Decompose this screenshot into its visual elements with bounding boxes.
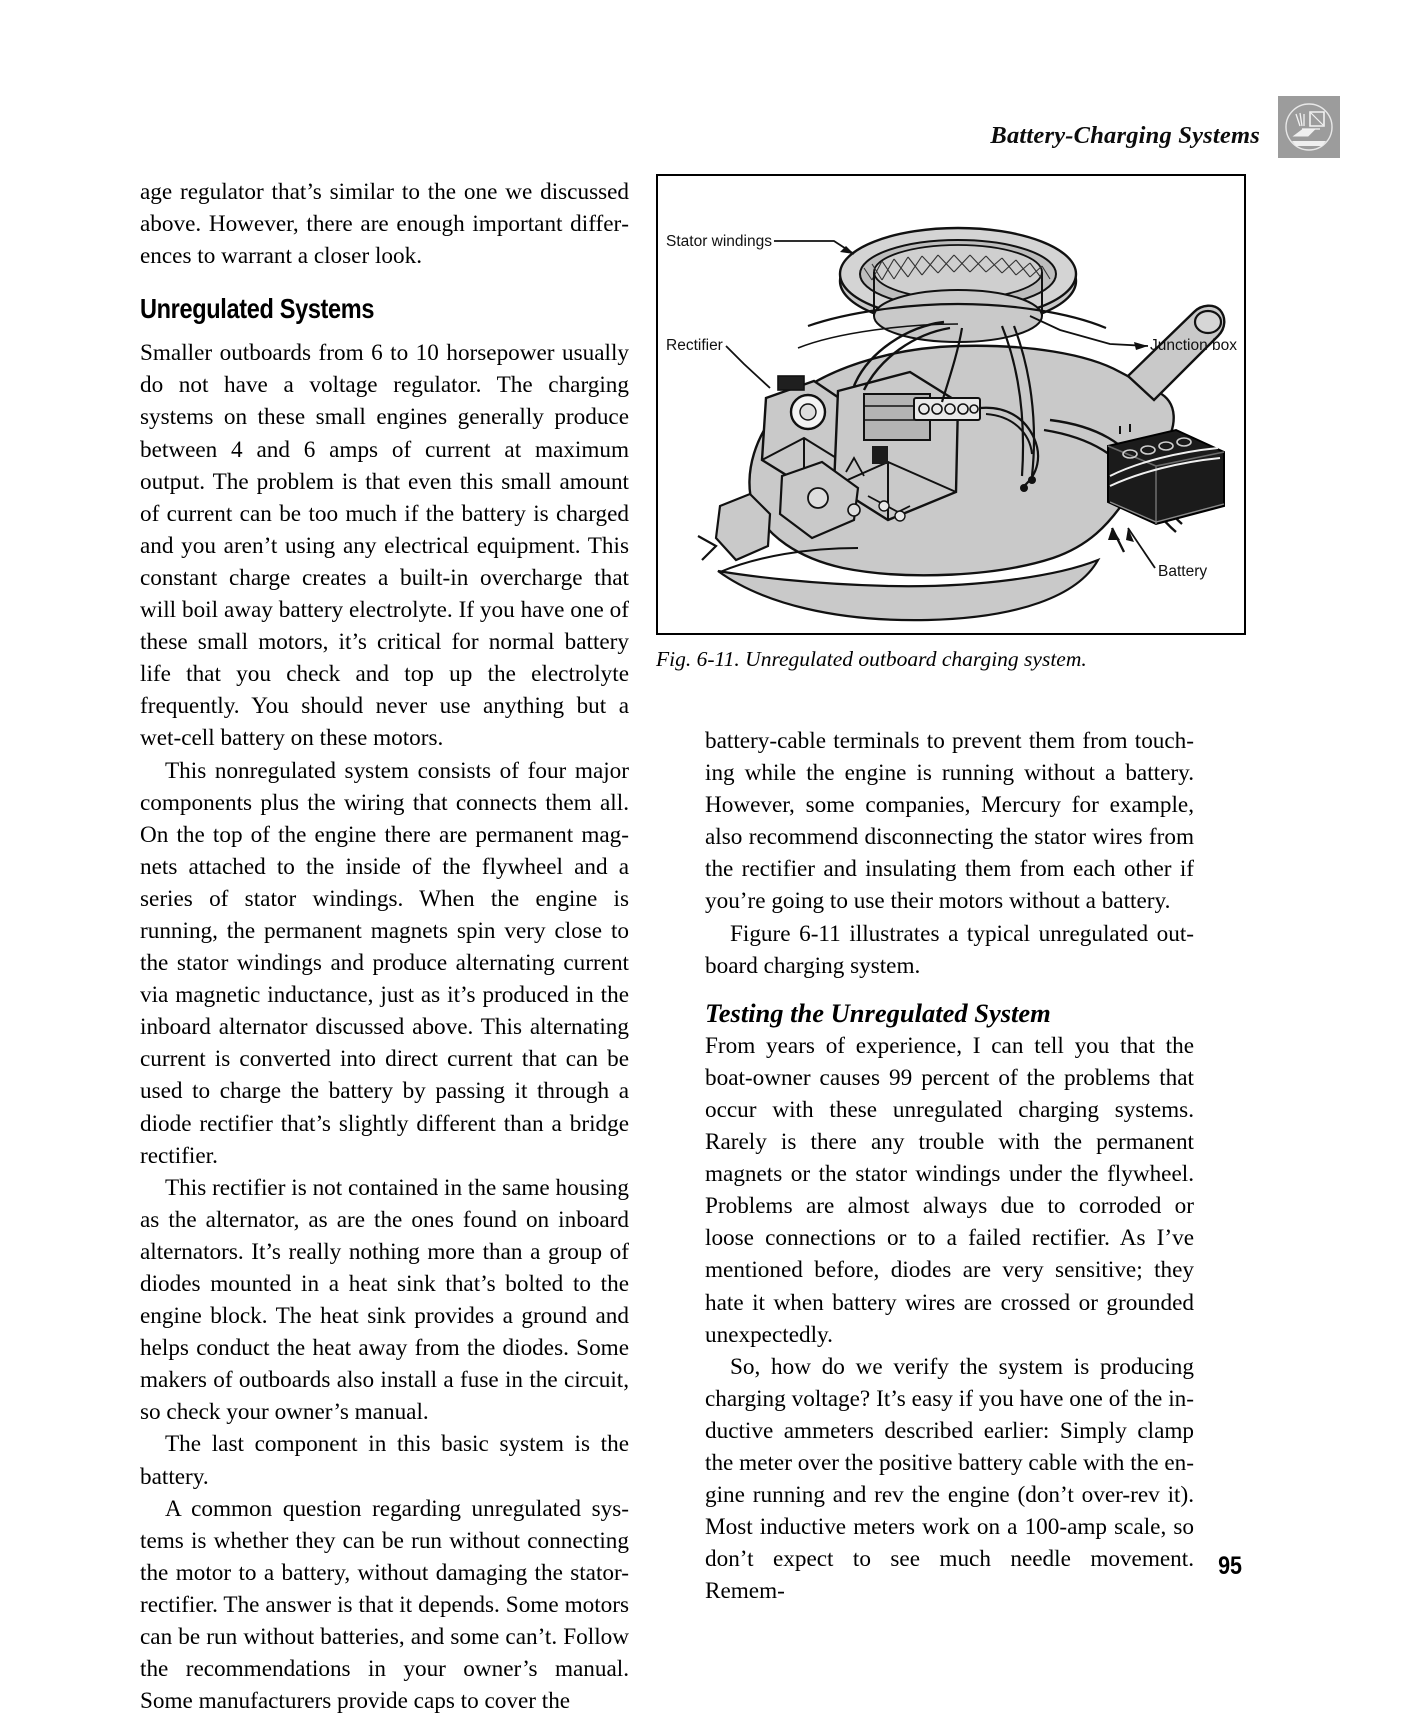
paragraph: From years of experience, I can tell you that the boat-owner causes 99 percent of the problems that occur with these unregulated charging systems. Rarely is there any trouble with the permanent magnets or the stator windings under the flywheel. Problems are almost always due to corroded or loose connections or to a failed rectifier. As I’ve mentioned before, diodes are very sensitive; they hate it when battery wires are crossed or grounded unexpectedly.: [705, 1032, 1194, 1348]
paragraph: battery-cable terminals to prevent them from touching while the engine is running without a battery. However, some companies, Mercury for example, also recommend disconnecting the stator wires from the rectifier and insulating them from each other if you’re going to use their motors without a battery.: [705, 728, 1194, 915]
paragraph: Figure 6-11 illustrates a typical unregulated outboard charging system.: [705, 920, 1194, 979]
paragraph: So, how do we verify the system is producing charging voltage? It’s easy if you have one of the inductive ammeters described earlier: Simply clamp the meter over the positive battery cable with the engine running and rev the engine (don’t over-rev it). Most inductive meters work on a 100-amp scale, so don’t expect to see much needle movement. Remem-: [705, 1353, 1194, 1605]
figure-caption: Fig. 6-11. Unregulated outboard charging system.: [656, 647, 1087, 671]
paragraph: The last component in this basic system is the battery.: [140, 1431, 629, 1490]
figure-6-11: [656, 174, 1246, 635]
section-heading-unregulated-systems: Unregulated Systems: [140, 293, 375, 325]
paragraph: This rectifier is not contained in the same housing as the alternator, as are the ones found on inboard alternators. It’s really nothing more than a group of diodes mounted in a heat sink that’s bolted to the engine block. The heat sink provides a ground and helps conduct the heat away from the diodes. Some makers of outboards also install a fuse in the circuit, so check your owner’s manual.: [140, 1174, 629, 1426]
left-text-column: [140, 176, 629, 1717]
right-text-column: [705, 725, 1194, 1607]
paragraph-continued: age regulator that’s similar to the one we discussed above. However, there are enough important differences to warrant a closer look.: [140, 179, 629, 270]
subsection-heading-testing-the-unregulated-system: Testing the Unregulated System: [705, 997, 1051, 1028]
figure-label-rectifier: Rectifier: [666, 337, 723, 354]
paragraph: A common question regarding unregulated systems is whether they can be run without connecting the motor to a battery, without damaging the stator-rectifier. The answer is that it depends. Some motors can be run without batteries, and some can’t. Follow the recommendations in your owner’s manual. Some manufacturers provide caps to cover the: [140, 1495, 629, 1715]
running-head: Battery-Charging Systems: [990, 122, 1260, 149]
paragraph: Smaller outboards from 6 to 10 horsepower usually do not have a voltage regulator. The charging systems on these small engines generally produce between 4 and 6 amps of current at maximum output. The problem is that even this small amount of current can be too much if the battery is charged and you aren’t using any electrical equipment. This constant charge creates a built-in overcharge that will boil away battery electrolyte. If you have one of these small motors, it’s critical for normal battery life that you check and top up the electrolyte frequently. You should never use anything but a wet-cell battery on these motors.: [140, 340, 629, 752]
paragraph: This nonregulated system consists of four major components plus the wiring that connects them all. On the top of the engine there are permanent magnets attached to the inside of the flywheel and a series of stator windings. When the engine is running, the permanent magnets spin very close to the stator windings and produce alternating current via magnetic inductance, just as it’s produced in the inboard alternator discussed above. This alternating current is converted into direct current that can be used to charge the battery by passing it through a diode rectifier that’s slightly different than a bridge rectifier.: [140, 757, 629, 1169]
figure-label-battery: Battery: [1158, 563, 1208, 580]
outboard-motor-emblem-icon: [1278, 96, 1340, 158]
figure-label-stator-windings: Stator windings: [666, 233, 772, 250]
figure-label-junction-box: Junction box: [1150, 337, 1238, 354]
page-number: 95: [1218, 1552, 1242, 1580]
